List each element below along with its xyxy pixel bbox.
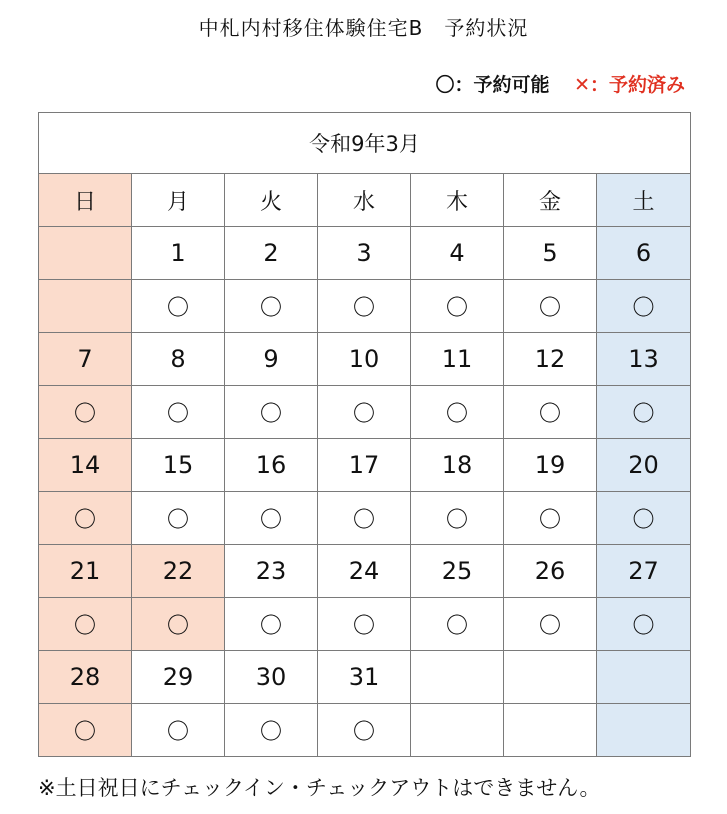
status-cell: [411, 704, 504, 757]
status-cell: 〇: [225, 704, 318, 757]
date-row: [39, 333, 691, 386]
status-cell: 〇: [318, 704, 411, 757]
status-cell: 〇: [318, 598, 411, 651]
status-cell: 〇: [132, 704, 225, 757]
weekday-sun: 日: [39, 174, 132, 227]
weekday-wed: 水: [318, 174, 411, 227]
status-cell: 〇: [225, 598, 318, 651]
date-cell: 12: [504, 333, 597, 386]
date-cell: 27: [597, 545, 691, 598]
legend-available: 〇：予約可能: [435, 74, 550, 96]
status-cell: 〇: [504, 280, 597, 333]
date-cell: 5: [504, 227, 597, 280]
status-row: [39, 492, 691, 545]
status-cell: 〇: [597, 492, 691, 545]
date-cell: 4: [411, 227, 504, 280]
status-row: [39, 704, 691, 757]
date-row: [39, 439, 691, 492]
status-cell: 〇: [411, 280, 504, 333]
date-row: [39, 545, 691, 598]
status-cell: 〇: [225, 492, 318, 545]
status-cell: 〇: [411, 492, 504, 545]
date-cell: 31: [318, 651, 411, 704]
date-row: [39, 651, 691, 704]
date-cell: 22: [132, 545, 225, 598]
date-cell: 1: [132, 227, 225, 280]
date-cell: 7: [39, 333, 132, 386]
weekday-sat: 土: [597, 174, 691, 227]
date-cell: 28: [39, 651, 132, 704]
status-cell: 〇: [132, 492, 225, 545]
status-row: [39, 280, 691, 333]
date-cell: 2: [225, 227, 318, 280]
status-cell: 〇: [318, 280, 411, 333]
status-cell: 〇: [132, 280, 225, 333]
status-cell: [39, 280, 132, 333]
page-title: 中札内村移住体験住宅B 予約状況: [198, 16, 529, 40]
date-cell: 9: [225, 333, 318, 386]
date-cell: [597, 651, 691, 704]
status-cell: 〇: [132, 386, 225, 439]
status-cell: 〇: [132, 598, 225, 651]
date-cell: [504, 651, 597, 704]
date-cell: 16: [225, 439, 318, 492]
calendar-month: 令和9年3月: [39, 113, 691, 174]
date-cell: 24: [318, 545, 411, 598]
status-cell: 〇: [504, 492, 597, 545]
date-cell: [411, 651, 504, 704]
status-cell: 〇: [225, 386, 318, 439]
date-cell: 6: [597, 227, 691, 280]
status-cell: 〇: [318, 492, 411, 545]
weekday-mon: 月: [132, 174, 225, 227]
status-cell: 〇: [411, 598, 504, 651]
status-row: [39, 598, 691, 651]
status-cell: 〇: [597, 386, 691, 439]
status-cell: [597, 704, 691, 757]
date-cell: 25: [411, 545, 504, 598]
status-cell: [504, 704, 597, 757]
reservation-calendar: [38, 112, 691, 757]
status-cell: 〇: [39, 598, 132, 651]
weekday-thu: 木: [411, 174, 504, 227]
date-cell: 29: [132, 651, 225, 704]
status-row: [39, 386, 691, 439]
date-cell: [39, 227, 132, 280]
date-row: [39, 227, 691, 280]
status-cell: 〇: [225, 280, 318, 333]
status-cell: 〇: [504, 386, 597, 439]
calendar-weeks: [39, 227, 691, 757]
date-cell: 17: [318, 439, 411, 492]
date-cell: 21: [39, 545, 132, 598]
date-cell: 23: [225, 545, 318, 598]
date-cell: 3: [318, 227, 411, 280]
date-cell: 15: [132, 439, 225, 492]
status-cell: 〇: [39, 704, 132, 757]
status-cell: 〇: [39, 386, 132, 439]
legend-booked: ✕：予約済み: [574, 74, 685, 96]
date-cell: 13: [597, 333, 691, 386]
date-cell: 19: [504, 439, 597, 492]
status-cell: 〇: [411, 386, 504, 439]
status-cell: 〇: [39, 492, 132, 545]
date-cell: 20: [597, 439, 691, 492]
date-cell: 11: [411, 333, 504, 386]
legend: [435, 70, 685, 97]
date-cell: 26: [504, 545, 597, 598]
status-cell: 〇: [318, 386, 411, 439]
date-cell: 18: [411, 439, 504, 492]
status-cell: 〇: [597, 598, 691, 651]
status-cell: 〇: [597, 280, 691, 333]
date-cell: 8: [132, 333, 225, 386]
checkin-note: ※土日祝日にチェックイン・チェックアウトはできません。: [38, 776, 601, 800]
date-cell: 30: [225, 651, 318, 704]
status-cell: 〇: [504, 598, 597, 651]
weekday-header-row: [39, 174, 691, 227]
date-cell: 10: [318, 333, 411, 386]
weekday-fri: 金: [504, 174, 597, 227]
date-cell: 14: [39, 439, 132, 492]
weekday-tue: 火: [225, 174, 318, 227]
